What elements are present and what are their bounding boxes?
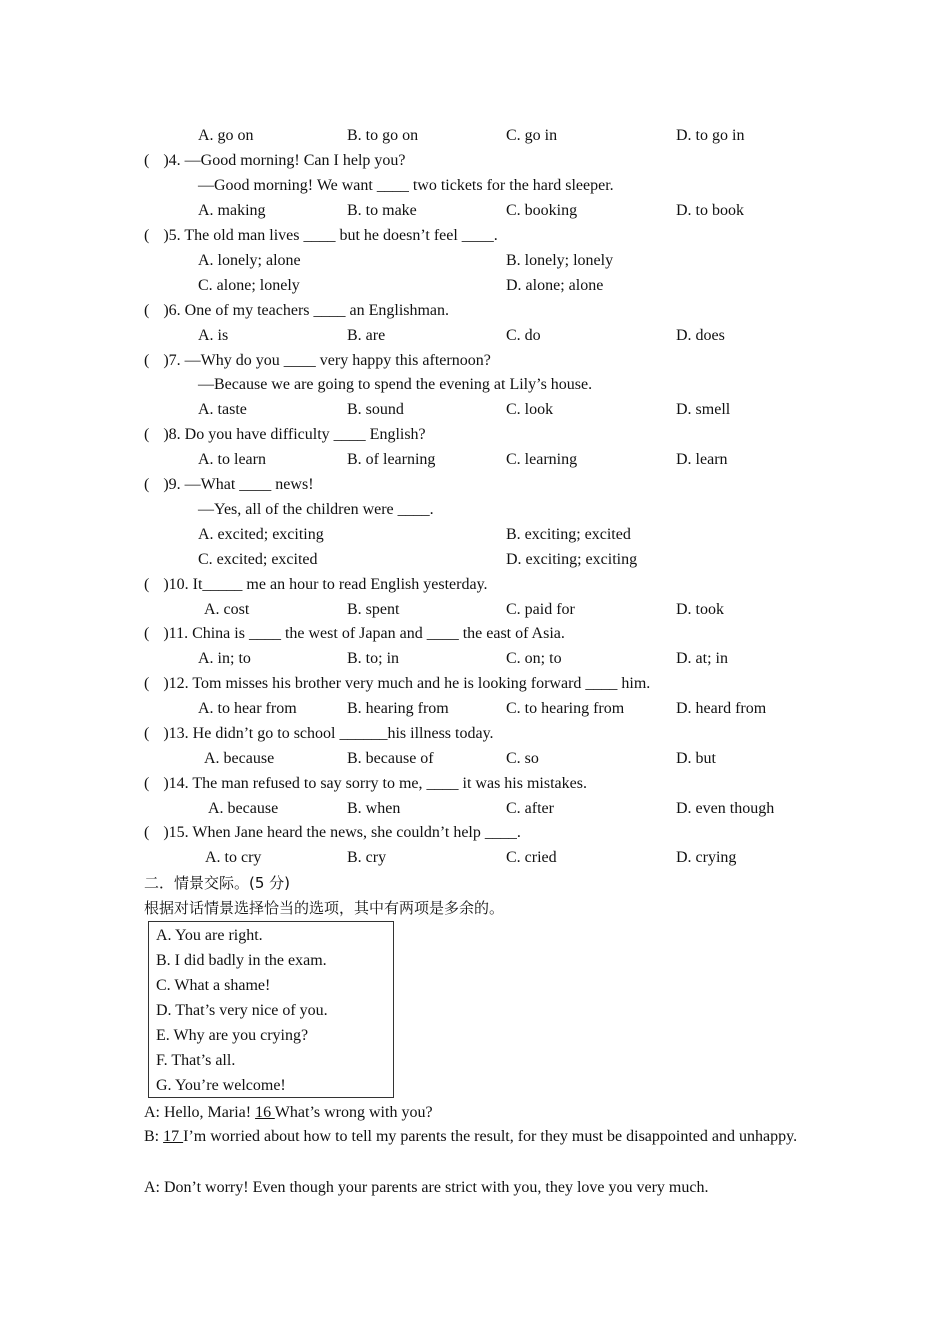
speaker: A: [144,1104,160,1121]
option-c: C. look [506,401,554,418]
question-number: 12 [168,675,185,692]
option-d: D. to go in [676,127,745,144]
answer-paren-close: ) [163,824,169,841]
option-d: D. heard from [676,700,767,717]
option-c: C. alone; lonely [198,277,300,294]
question-subline: —Good morning! We want ____ two tickets for the hard sleeper. [198,177,614,194]
option-c: C. do [506,327,541,344]
option-a: A. to hear from [198,700,297,717]
answer-paren-open: ( [144,824,150,841]
section-heading: 二．情景交际。(5 分) [144,874,291,892]
choice-c: C. What a shame! [156,977,271,994]
choice-g: G. You’re welcome! [156,1077,286,1094]
question-number: 15 [168,824,185,841]
option-d: D. learn [676,451,728,468]
option-d: D. exciting; exciting [506,551,638,568]
option-a: A. taste [198,401,247,418]
answer-paren-close: ) [163,227,169,244]
answer-paren-open: ( [144,775,150,792]
question-subline: —Yes, all of the children were ____. [198,501,434,518]
question-number: 10 [168,576,185,593]
answer-paren-close: ) [163,476,169,493]
option-a: A. because [204,750,275,767]
question-number: 9 [168,476,177,493]
speaker: B: [144,1128,160,1145]
choice-f: F. That’s all. [156,1052,236,1069]
question-number: 5 [168,227,177,244]
question-text: Do you have difficulty ____ English? [184,426,426,443]
choice-e: E. Why are you crying? [156,1027,309,1044]
option-a: A. to cry [205,849,262,866]
option-a: A. lonely; alone [198,252,301,269]
option-d: D. to book [676,202,744,219]
line-text: Hello, Maria! [164,1104,252,1121]
blank-16[interactable]: 16 [255,1104,275,1121]
option-d: D. at; in [676,650,728,667]
question-text: China is ____ the west of Japan and ____ the east of Asia. [192,625,565,642]
option-c: C. after [506,800,554,817]
option-b: B. to go on [347,127,419,144]
option-b: B. hearing from [347,700,449,717]
option-b: B. are [347,327,386,344]
option-c: C. cried [506,849,557,866]
option-c: C. to hearing from [506,700,625,717]
dialogue-line-3 [144,1177,806,1199]
option-d: D. alone; alone [506,277,604,294]
answer-paren-close: ) [163,302,169,319]
choice-d: D. That’s very nice of you. [156,1002,328,1019]
option-c: C. go in [506,127,558,144]
option-b: B. to; in [347,650,400,667]
answer-paren-open: ( [144,426,150,443]
question-text: He didn’t go to school ______his illness today. [192,725,494,742]
question-number: 13 [168,725,185,742]
option-b: B. exciting; excited [506,526,631,543]
question-number: 8 [168,426,177,443]
question-text: —What ____ news! [184,476,314,493]
answer-paren-close: ) [163,152,169,169]
option-c: C. on; to [506,650,562,667]
option-a: A. because [208,800,279,817]
question-number: 7 [168,352,177,369]
question-number: 11 [168,625,185,642]
option-c: C. paid for [506,601,575,618]
blank-17[interactable]: 17 [163,1128,184,1145]
answer-paren-close: ) [163,675,169,692]
answer-paren-close: ) [163,625,169,642]
option-a: A. go on [198,127,254,144]
option-b: B. of learning [347,451,436,468]
answer-paren-close: ) [163,725,169,742]
answer-paren-close: ) [163,775,169,792]
dialogue-line-1 [144,1102,806,1124]
question-text: —Good morning! Can I help you? [184,152,406,169]
option-d: D. smell [676,401,731,418]
option-c: C. so [506,750,539,767]
question-text: When Jane heard the news, she couldn’t help ____. [192,824,521,841]
option-b: B. because of [347,750,434,767]
question-text: The old man lives ____ but he doesn’t feel ____. [184,227,498,244]
question-text: The man refused to say sorry to me, ____ it was his mistakes. [192,775,587,792]
answer-paren-open: ( [144,576,150,593]
question-text: —Why do you ____ very happy this afternoon? [184,352,491,369]
answer-paren-open: ( [144,476,150,493]
answer-paren-close: ) [163,352,169,369]
option-d: D. crying [676,849,737,866]
answer-paren-open: ( [144,675,150,692]
option-b: B. sound [347,401,404,418]
answer-paren-open: ( [144,152,150,169]
option-a: A. is [198,327,229,344]
option-b: B. lonely; lonely [506,252,614,269]
option-d: D. took [676,601,724,618]
answer-paren-close: ) [163,426,169,443]
answer-paren-open: ( [144,302,150,319]
question-subline: —Because we are going to spend the evening at Lily’s house. [198,376,593,393]
option-a: A. excited; exciting [198,526,324,543]
option-b: B. spent [347,601,400,618]
option-a: A. in; to [198,650,251,667]
question-text: Tom misses his brother very much and he is looking forward ____ him. [192,675,651,692]
line-text: What’s wrong with you? [274,1104,433,1121]
dialogue-line-2 [144,1126,806,1148]
option-a: A. cost [204,601,250,618]
line-text: Don’t worry! Even though your parents are strict with you, they love you very much. [164,1179,709,1196]
question-text: One of my teachers ____ an Englishman. [184,302,450,319]
question-number: 4 [168,152,177,169]
option-c: C. learning [506,451,578,468]
choice-a: A. You are right. [156,927,263,944]
option-a: A. making [198,202,266,219]
option-d: D. even though [676,800,775,817]
answer-paren-open: ( [144,352,150,369]
option-c: C. booking [506,202,578,219]
option-b: B. cry [347,849,387,866]
option-a: A. to learn [198,451,266,468]
answer-paren-open: ( [144,227,150,244]
answer-paren-open: ( [144,725,150,742]
answer-paren-open: ( [144,625,150,642]
option-b: B. to make [347,202,417,219]
line-text: I’m worried about how to tell my parents the result, for they must be disappointed and unhappy. [183,1128,798,1145]
option-b: B. when [347,800,401,817]
section-instruction: 根据对话情景选择恰当的选项，其中有两项是多余的。 [144,899,505,917]
choice-b: B. I did badly in the exam. [156,952,327,969]
choices-box [148,921,394,1098]
option-d: D. does [676,327,725,344]
option-d: D. but [676,750,716,767]
question-text: It_____ me an hour to read English yesterday. [192,576,488,593]
option-c: C. excited; excited [198,551,318,568]
question-number: 6 [168,302,177,319]
answer-paren-close: ) [163,576,169,593]
question-number: 14 [168,775,185,792]
speaker: A: [144,1179,160,1196]
